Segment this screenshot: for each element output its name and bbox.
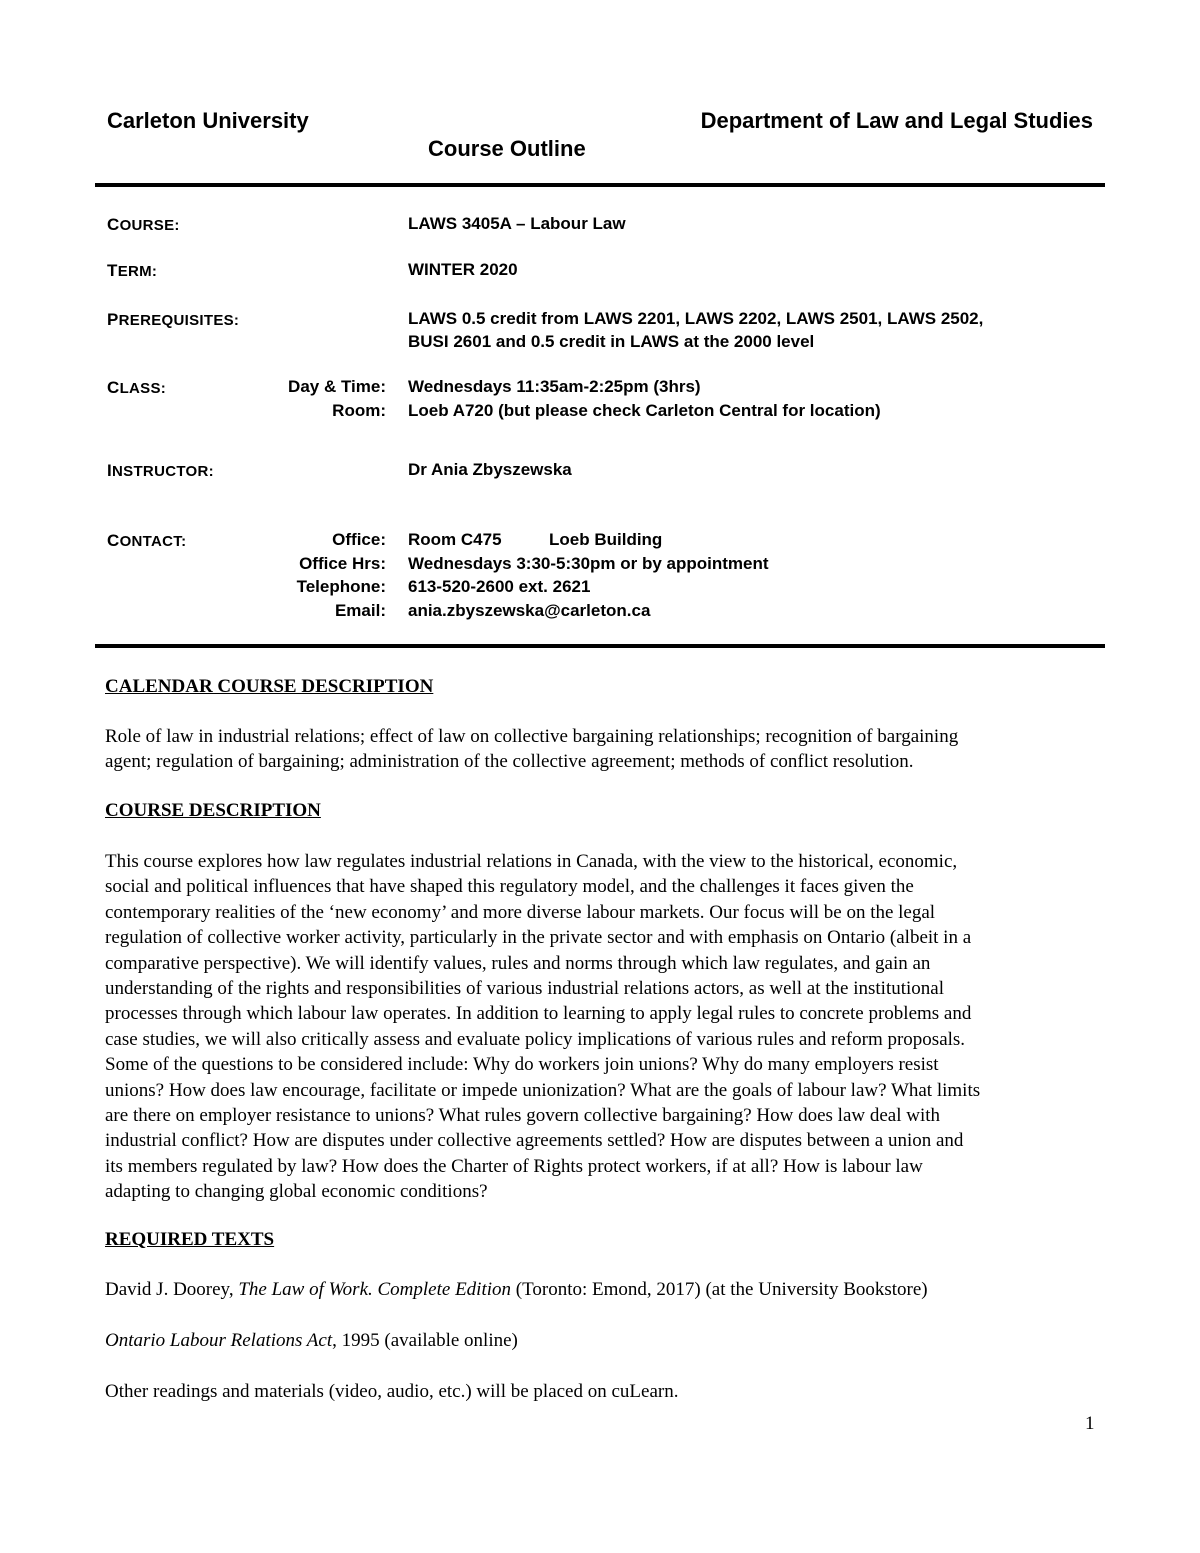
paragraph-line: case studies, we will also critically assess and evaluate policy implications of various rules and reform proposals. xyxy=(105,1028,966,1050)
required-text-other: Other readings and materials (video, audio, etc.) will be placed on cuLearn. xyxy=(105,1381,679,1402)
term-label: TERM: xyxy=(107,261,158,280)
paragraph-line: This course explores how law regulates industrial relations in Canada, with the view to the historical, economic, xyxy=(105,851,958,872)
paragraph-line: social and political influences that have shaped this regulatory model, and the challenges it faces given the xyxy=(105,876,914,898)
course-value: LAWS 3405A – Labour Law xyxy=(408,214,626,233)
day-time-label: Day & Time: xyxy=(288,377,386,396)
instructor-value: Dr Ania Zbyszewska xyxy=(408,460,572,479)
required-text-olra: Ontario Labour Relations Act, 1995 (available online) xyxy=(105,1330,518,1351)
office-building: Loeb Building xyxy=(549,530,663,549)
office-hours-label: Office Hrs: xyxy=(299,554,386,573)
office-label: Office: xyxy=(332,530,386,549)
class-label: CLASS: xyxy=(107,378,167,397)
paragraph-line: unions? How does law encourage, facilitate or impede unionization? What are the goals of labour law? What limits xyxy=(105,1079,981,1101)
act-title: Ontario Labour Relations Act xyxy=(105,1330,333,1351)
calendar-description-text xyxy=(105,724,1105,775)
prerequisites-line-2: BUSI 2601 and 0.5 credit in LAWS at the 2000 level xyxy=(408,332,815,351)
contact-label: CONTACT: xyxy=(107,531,187,550)
course-description-heading: COURSE DESCRIPTION xyxy=(105,800,321,821)
paragraph-line: adapting to changing global economic conditions? xyxy=(105,1181,488,1203)
department-name: Department of Law and Legal Studies xyxy=(700,108,1093,133)
paragraph-line: are there on employer resistance to unions? What rules govern collective bargaining? How does law deal with xyxy=(105,1105,941,1127)
course-label: COURSE: xyxy=(107,215,180,234)
instructor-label: INSTRUCTOR: xyxy=(107,461,214,480)
room-value: Loeb A720 (but please check Carleton Central for location) xyxy=(408,401,881,420)
office-room: Room C475 xyxy=(408,530,502,549)
paragraph-line: Some of the questions to be considered include: Why do workers join unions? Why do many employers resist xyxy=(105,1054,939,1076)
calendar-description-heading: CALENDAR COURSE DESCRIPTION xyxy=(105,676,434,697)
paragraph-line: contemporary realities of the ‘new economy’ and more diverse labour markets. Our focus will be on the legal xyxy=(105,901,936,923)
required-texts-heading: REQUIRED TEXTS xyxy=(105,1229,275,1250)
telephone-value: 613-520-2600 ext. 2621 xyxy=(408,577,591,596)
paragraph-line: comparative perspective). We will identify values, rules and norms through which law regulates, and gain an xyxy=(105,952,931,974)
required-text-doorey: David J. Doorey, The Law of Work. Complete Edition (Toronto: Emond, 2017) (at the University Bookstore) xyxy=(105,1279,928,1300)
page-number: 1 xyxy=(1085,1413,1095,1434)
paragraph-line: regulation of collective worker activity, particularly in the private sector and with emphasis on Ontario (albeit in a xyxy=(105,927,972,949)
paragraph-line: understanding of the rights and responsibilities of various industrial relations actors, as well at the institutional xyxy=(105,978,945,1000)
book-title: The Law of Work. Complete Edition xyxy=(238,1279,512,1300)
room-label: Room: xyxy=(332,401,386,420)
office-hours-value: Wednesdays 3:30-5:30pm or by appointment xyxy=(408,554,769,573)
paragraph-line: its members regulated by law? How does the Charter of Rights protect workers, if at all? How is labour law xyxy=(105,1155,923,1177)
term-value: WINTER 2020 xyxy=(408,260,518,279)
bottom-divider xyxy=(95,644,1105,648)
paragraph-line: processes through which labour law operates. In addition to learning to apply legal rules to concrete problems and xyxy=(105,1003,972,1025)
prerequisites-label: PREREQUISITES: xyxy=(107,310,240,329)
course-description-text xyxy=(105,849,1105,1205)
paragraph-line: Role of law in industrial relations; effect of law on collective bargaining relationships; recognition of bargaining xyxy=(105,726,959,747)
day-time-value: Wednesdays 11:35am-2:25pm (3hrs) xyxy=(408,377,701,396)
paragraph-line: industrial conflict? How are disputes under collective agreements settled? How are disputes between a union and xyxy=(105,1130,964,1152)
email-value: ania.zbyszewska@carleton.ca xyxy=(408,601,651,620)
university-name: Carleton University xyxy=(107,108,309,133)
paragraph-line: agent; regulation of bargaining; administration of the collective agreement; methods of conflict resolution. xyxy=(105,751,914,773)
telephone-label: Telephone: xyxy=(296,577,386,596)
prerequisites-line-1: LAWS 0.5 credit from LAWS 2201, LAWS 2202, LAWS 2501, LAWS 2502, xyxy=(408,309,984,328)
top-divider xyxy=(95,183,1105,187)
email-label: Email: xyxy=(334,601,386,620)
document-title: Course Outline xyxy=(428,136,586,161)
